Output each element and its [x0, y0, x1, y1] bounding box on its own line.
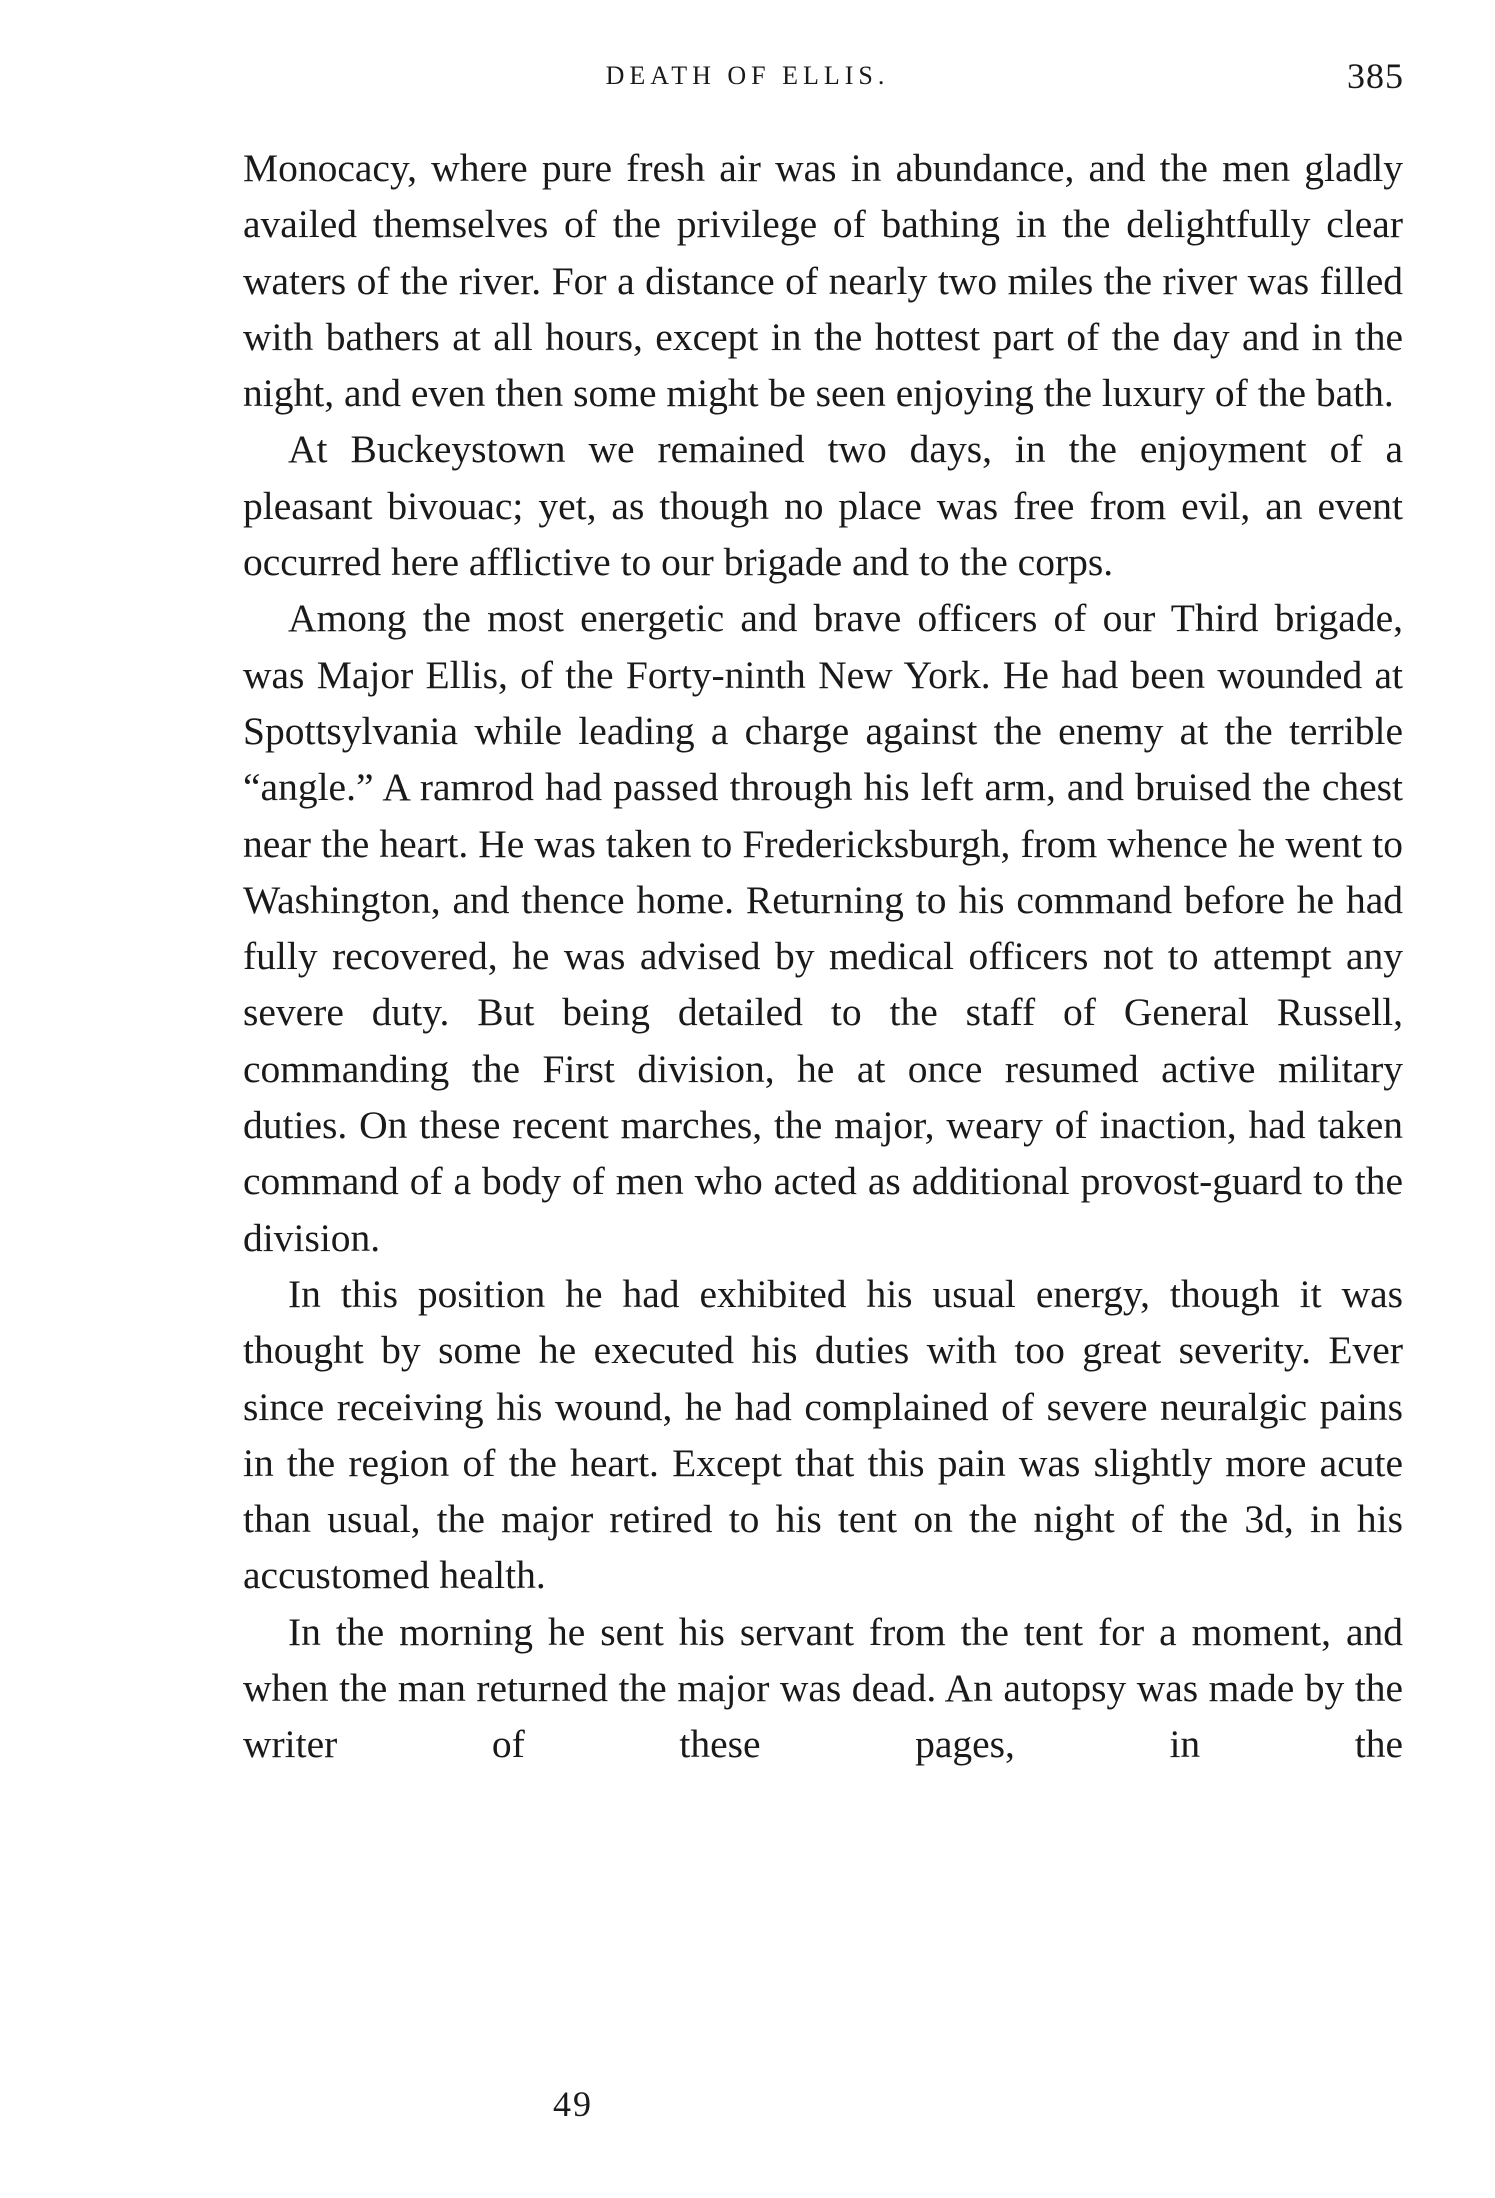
paragraph-5: In the morning he sent his servant from the tent for a moment, and when the man returned the major was dead. An autopsy was made by the writer of these pages, in the — [243, 1609, 1403, 1767]
paragraph-3: Among the most energetic and brave officers of our Third brigade, was Major Ellis, of the Forty-ninth New York. He had been wounded at Spottsylvania while leading a charge against the enemy at the terrible “angle.” A ramrod had passed through his left arm, and bruised the chest near the heart. He was taken to Fredericksburgh, from whence he went to Washington, and thence home. Returning to his command before he had fully recovered, he was advised by medical officers not to attempt any severe duty. But being detailed to the staff of General Russell, commanding the First division, he at once resumed active military duties. On these recent marches, the major, weary of inaction, had taken command of a body of men who acted as additional provost-guard to the division. — [243, 596, 1403, 1260]
paragraph-2: At Buckeystown we remained two days, in the enjoyment of a pleasant bivouac; yet, as though no place was free from evil, an event occurred here afflictive to our brigade and to the corps. — [243, 427, 1403, 585]
page-header — [0, 52, 1495, 100]
page-number: 385 — [1347, 56, 1404, 96]
running-title: DEATH OF ELLIS. — [605, 61, 890, 90]
signature-mark: 49 — [553, 2084, 593, 2124]
paragraph-4: In this position he had exhibited his usual energy, though it was thought by some he executed his duties with too great severity. Ever since receiving his wound, he had complained of severe neuralgic pains in the region of the heart. Except that this pain was slightly more acute than usual, the major retired to his tent on the night of the 3d, in his accustomed health. — [243, 1271, 1403, 1598]
paragraph-1: Monocacy, where pure fresh air was in abundance, and the men gladly availed themselves of the privilege of bathing in the delightfully clear waters of the river. For a distance of nearly two miles the river was filled with bathers at all hours, except in the hottest part of the day and in the night, and even then some might be seen enjoying the luxury of the bath. — [243, 146, 1403, 416]
body-text — [243, 140, 1403, 1773]
